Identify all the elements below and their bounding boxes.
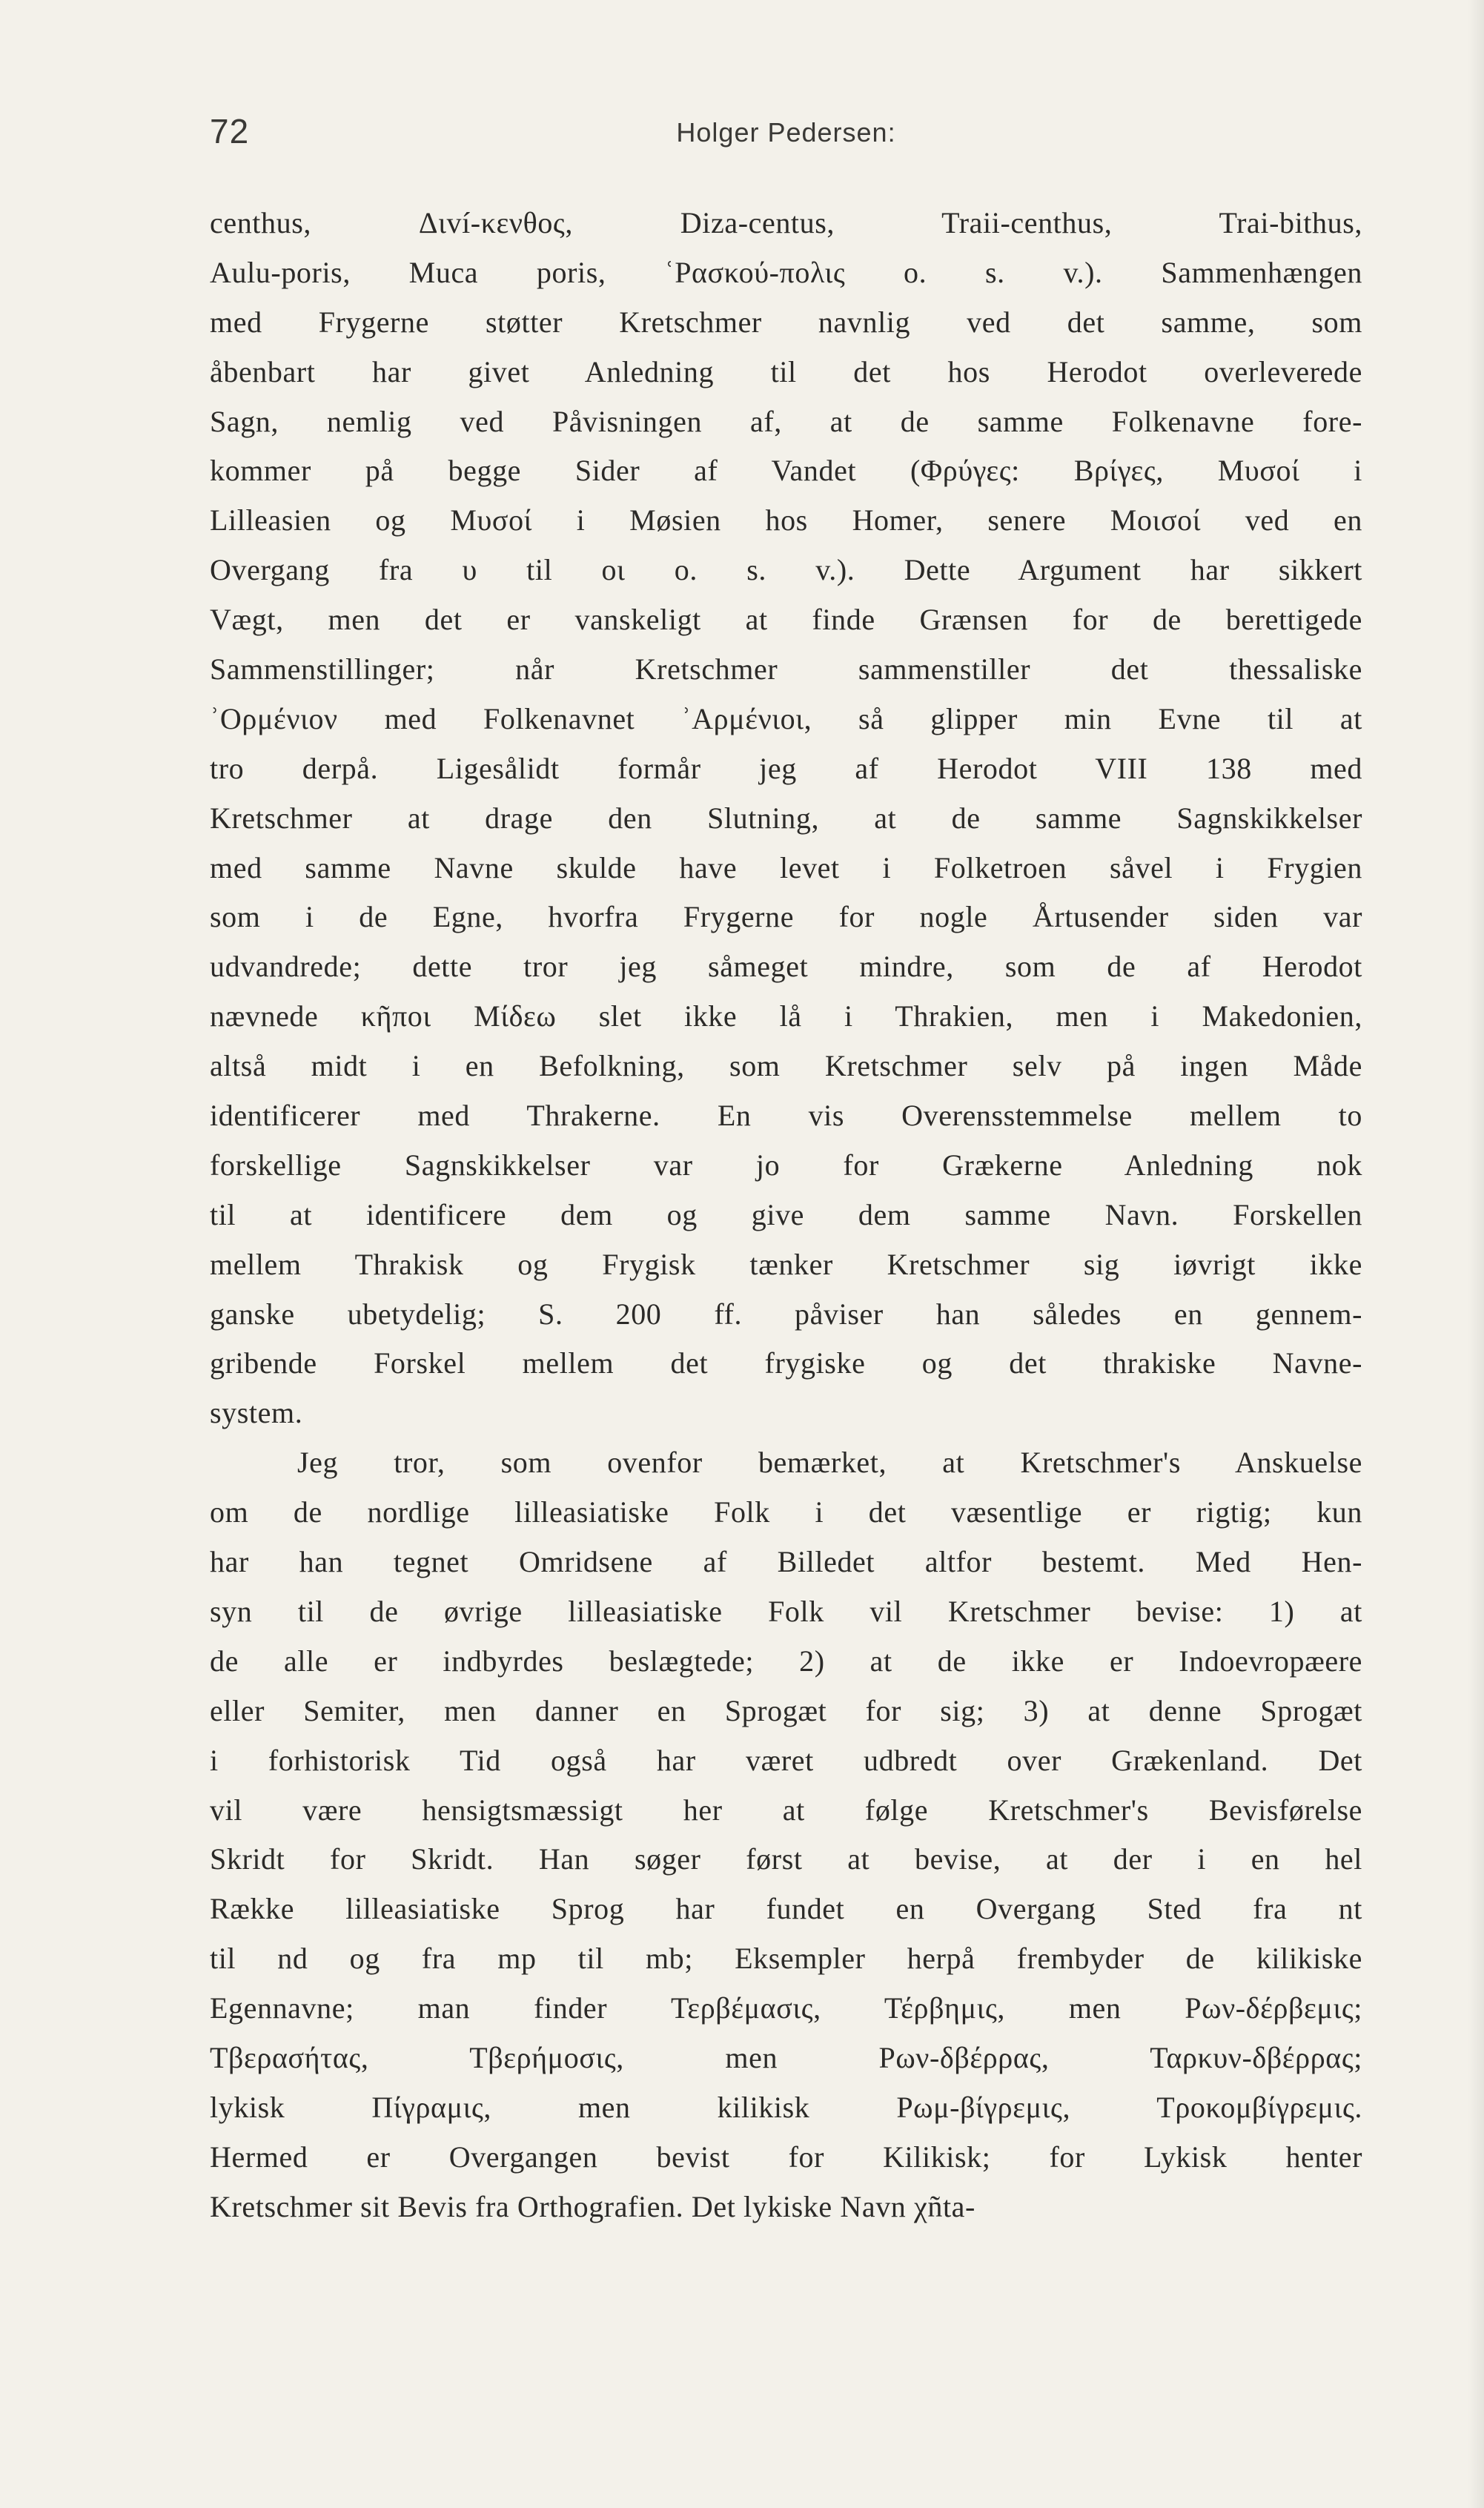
text-line: om de nordlige lilleasiatiske Folk i det væsentlige er rigtig; kun: [210, 1495, 1362, 1529]
text-line: syn til de øvrige lilleasiatiske Folk vil Kretschmer bevise: 1) at: [210, 1594, 1362, 1628]
text-line: Jeg tror, som ovenfor bemærket, at Kretschmer's Anskuelse: [297, 1446, 1362, 1480]
text-line: med samme Navne skulde have levet i Folketroen såvel i Frygien: [210, 850, 1362, 884]
page-edge-shadow: [1468, 0, 1484, 2508]
text-line: identificerer med Thrakerne. En vis Overensstemmelse mellem to: [210, 1099, 1362, 1133]
text-line: centhus, Διví-κενθος, Diza-centus, Traii-centhus, Trai-bithus,: [210, 206, 1362, 239]
text-line: med Frygerne støtter Kretschmer navnlig ved det samme, som: [210, 305, 1362, 339]
text-line: som i de Egne, hvorfra Frygerne for nogle Årtusender siden var: [210, 900, 1362, 934]
paragraph: [210, 199, 1362, 1438]
page-header: [210, 111, 1362, 163]
text-line: til nd og fra mp til mb; Eksempler herpå frembyder de kilikiske: [210, 1942, 1362, 1976]
text-line: ʾΟρμένιον med Folkenavnet ʾΑρμένιοι, så glipper min Evne til at: [210, 701, 1362, 735]
text-line: nævnede κῆποι Μίδεω slet ikke lå i Thrakien, men i Makedonien,: [210, 999, 1362, 1033]
text-line: Overgang fra υ til οι o. s. v.). Dette Argument har sikkert: [210, 553, 1362, 587]
text-line: lykisk Πίγραμις, men kilikisk Ρωμ-βίγρεμις, Τροκομβίγρεμις.: [210, 2090, 1362, 2124]
text-line: i forhistorisk Tid også har været udbredt over Grækenland. Det: [210, 1743, 1362, 1777]
text-line: tro derpå. Ligesålidt formår jeg af Herodot VIII 138 med: [210, 751, 1362, 785]
text-line: til at identificere dem og give dem samme Navn. Forskellen: [210, 1197, 1362, 1231]
text-line: Sammenstillinger; når Kretschmer sammenstiller det thessaliske: [210, 652, 1362, 686]
text-line: har han tegnet Omridsene af Billedet altfor bestemt. Med Hen-: [210, 1545, 1362, 1579]
text-line: ganske ubetydelig; S. 200 ff. påviser han således en gennem-: [210, 1297, 1362, 1331]
text-line: Lilleasien og Μυσοί i Møsien hos Homer, senere Μοισοί ved en: [210, 503, 1362, 537]
text-line: mellem Thrakisk og Frygisk tænker Kretschmer sig iøvrigt ikke: [210, 1247, 1362, 1281]
text-line: Kretschmer sit Bevis fra Orthografien. Det lykiske Navn χñta-: [210, 2189, 975, 2223]
text-line: Vægt, men det er vanskeligt at finde Grænsen for de berettigede: [210, 603, 1362, 637]
text-line: Række lilleasiatiske Sprog har fundet en Overgang Sted fra nt: [210, 1892, 1362, 1926]
text-line: Egennavne; man finder Τερβέμασις, Τέρβημις, men Ρων-δέρβεμις;: [210, 1991, 1362, 2025]
text-line: kommer på begge Sider af Vandet (Φρύγες: Βρίγες, Μυσοί i: [210, 454, 1362, 488]
text-line: Hermed er Overgangen bevist for Kilikisk; for Lykisk henter: [210, 2140, 1362, 2174]
text-line: de alle er indbyrdes beslægtede; 2) at de ikke er Indoevropæere: [210, 1644, 1362, 1678]
text-line: Τβερασήτας, Τβερήμοσις, men Ρων-δβέρρας, Ταρκυν-δβέρρας;: [210, 2040, 1362, 2074]
page-number: 72: [210, 112, 250, 150]
text-line: Kretschmer at drage den Slutning, at de samme Sagnskikkelser: [210, 801, 1362, 835]
text-line: Skridt for Skridt. Han søger først at bevise, at der i en hel: [210, 1842, 1362, 1876]
paragraph: [210, 1438, 1362, 2231]
body-text: [210, 199, 1362, 2232]
text-line: vil være hensigtsmæssigt her at følge Kretschmer's Bevisførelse: [210, 1793, 1362, 1827]
text-line: system.: [210, 1396, 303, 1430]
text-line: åbenbart har givet Anledning til det hos Herodot overleverede: [210, 354, 1362, 388]
text-line: altså midt i en Befolkning, som Kretschmer selv på ingen Måde: [210, 1049, 1362, 1083]
text-line: forskellige Sagnskikkelser var jo for Grækerne Anledning nok: [210, 1148, 1362, 1182]
running-head: Holger Pedersen:: [676, 117, 896, 148]
text-line: udvandrede; dette tror jeg såmeget mindre, som de af Herodot: [210, 950, 1362, 984]
text-line: eller Semiter, men danner en Sprogæt for sig; 3) at denne Sprogæt: [210, 1693, 1362, 1727]
text-line: gribende Forskel mellem det frygiske og det thrakiske Navne-: [210, 1346, 1362, 1380]
text-line: Sagn, nemlig ved Påvisningen af, at de samme Folkenavne fore-: [210, 404, 1362, 438]
text-line: Aulu-poris, Muca poris, ʿΡασκού-πολις o. s. v.). Sammenhængen: [210, 255, 1362, 289]
